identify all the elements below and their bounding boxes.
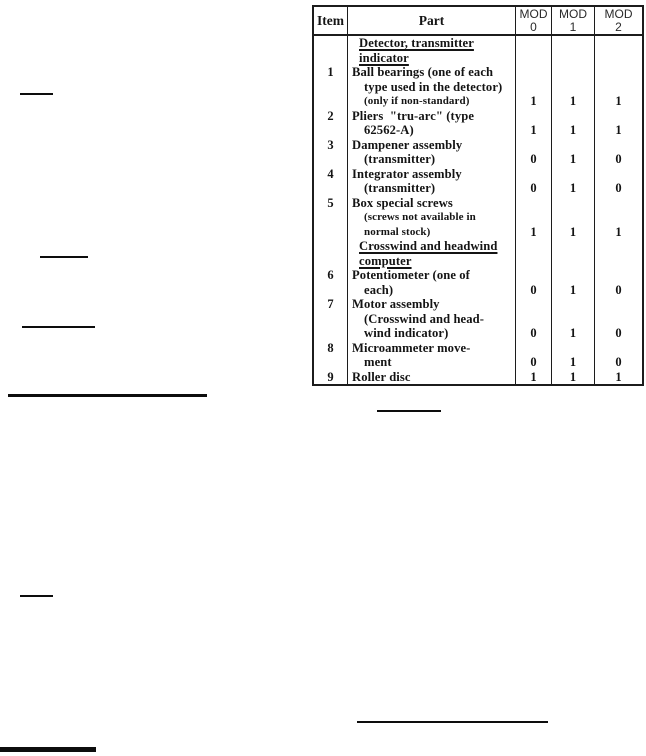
part-description-line: Integrator assembly: [352, 166, 462, 181]
horizontal-rule-mark: [22, 326, 95, 328]
mod0-quantity-cell: [516, 36, 552, 65]
part-description-line: (screws not available in: [364, 211, 476, 223]
column-header-mod1: [552, 7, 595, 34]
part-description-line: computer: [359, 253, 412, 268]
part-description-line: Ball bearings (one of each: [352, 65, 494, 79]
mod0-quantity-cell: [516, 370, 552, 385]
part-description-line: Motor assembly: [352, 297, 440, 311]
part-description-cell: [348, 370, 516, 385]
mod1-quantity-cell: [552, 370, 595, 385]
part-description-line: Box special screws: [352, 195, 453, 210]
item-number-cell: 7: [314, 297, 348, 341]
mod2-quantity-cell: [595, 138, 642, 167]
mod0-quantity-cell: [516, 109, 552, 138]
part-description-cell: [348, 268, 516, 297]
mod-quantity-value: 1: [615, 94, 622, 108]
mod1-label: MOD: [559, 6, 587, 21]
mod-quantity-value: 1: [569, 152, 577, 166]
part-description-line: Dampener assembly: [352, 137, 463, 152]
part-description-line: (transmitter): [364, 181, 436, 195]
mod-quantity-value: 0: [615, 181, 622, 195]
part-description-line: type used in the detector): [364, 79, 503, 94]
mod-quantity-value: 1: [569, 326, 577, 340]
mod-quantity-value: 0: [615, 326, 622, 340]
mod-quantity-value: 1: [530, 123, 537, 137]
part-description-line: (Crosswind and head-: [364, 311, 485, 326]
item-number-cell: 1: [314, 65, 348, 109]
mod2-quantity-cell: [595, 109, 642, 138]
table-row: [314, 268, 642, 297]
table-row: [314, 65, 642, 109]
part-description-cell: [348, 196, 516, 240]
mod-quantity-value: 0: [530, 152, 537, 166]
mod0-quantity-cell: [516, 196, 552, 240]
mod0-quantity-cell: [516, 167, 552, 196]
mod1-quantity-cell: [552, 65, 595, 109]
horizontal-rule-mark: [357, 721, 548, 723]
part-description-line: wind indicator): [364, 326, 449, 340]
mod0-quantity-cell: [516, 138, 552, 167]
item-number-cell: [314, 36, 348, 65]
part-description-line: Crosswind and headwind: [359, 239, 498, 253]
part-description-cell: [348, 65, 516, 109]
part-description-line: ment: [364, 355, 392, 369]
table-row: [314, 167, 642, 196]
mod-quantity-value: 0: [615, 282, 622, 297]
part-description-cell: [348, 36, 516, 65]
column-header-mod2: [595, 7, 642, 34]
mod-quantity-value: 1: [569, 282, 577, 297]
part-description-cell: [348, 239, 516, 268]
horizontal-rule-mark: [0, 747, 96, 752]
mod2-label: MOD: [604, 6, 633, 21]
mod1-quantity-cell: [552, 341, 595, 370]
mod1-quantity-cell: [552, 268, 595, 297]
mod2-quantity-cell: [595, 65, 642, 109]
part-description-line: normal stock): [364, 225, 431, 238]
item-number-cell: 3: [314, 138, 348, 167]
mod2-quantity-cell: [595, 196, 642, 240]
table-row: [314, 370, 642, 385]
part-description-line: (transmitter): [364, 152, 436, 166]
mod1-quantity-cell: [552, 297, 595, 341]
mod2-quantity-cell: [595, 167, 642, 196]
part-description-cell: [348, 138, 516, 167]
item-number-cell: 2: [314, 109, 348, 138]
table-body: [314, 36, 642, 384]
mod-quantity-value: 1: [615, 224, 622, 239]
mod1-quantity-cell: [552, 138, 595, 167]
mod-quantity-value: 1: [569, 181, 577, 195]
table-row: [314, 341, 642, 370]
column-header-item: Item: [314, 7, 348, 34]
mod-quantity-value: 0: [530, 282, 537, 297]
column-header-mod0: [516, 7, 552, 34]
mod-quantity-value: 0: [530, 326, 537, 340]
mod2-quantity-cell: [595, 36, 642, 65]
part-description-line: each): [364, 282, 394, 297]
part-description-line: Potentiometer (one of: [352, 268, 470, 282]
mod-quantity-value: 0: [615, 152, 622, 166]
mod0-label: MOD: [519, 6, 548, 21]
horizontal-rule-mark: [8, 394, 207, 397]
mod1-quantity-cell: [552, 196, 595, 240]
mod2-number: 2: [615, 19, 622, 34]
mod1-quantity-cell: [552, 239, 595, 268]
mod-quantity-value: 1: [615, 123, 622, 137]
item-number-cell: 4: [314, 167, 348, 196]
table-row: [314, 297, 642, 341]
mod-quantity-value: 0: [530, 355, 537, 369]
table-row: [314, 36, 642, 65]
item-number-cell: [314, 239, 348, 268]
mod-quantity-value: 1: [569, 369, 577, 384]
mod1-number: 1: [569, 19, 577, 34]
item-number-cell: 9: [314, 370, 348, 385]
mod1-quantity-cell: [552, 36, 595, 65]
part-description-cell: [348, 167, 516, 196]
part-description-line: (only if non-standard): [364, 95, 470, 107]
table-row: [314, 196, 642, 240]
part-description-line: Microammeter move-: [352, 340, 471, 355]
part-description-line: Detector, transmitter: [359, 36, 474, 50]
horizontal-rule-mark: [20, 595, 53, 597]
mod0-quantity-cell: [516, 268, 552, 297]
horizontal-rule-mark: [40, 256, 88, 258]
table-row: [314, 109, 642, 138]
mod0-quantity-cell: [516, 65, 552, 109]
item-number-cell: 8: [314, 341, 348, 370]
mod-quantity-value: 0: [530, 181, 537, 195]
horizontal-rule-mark: [377, 410, 441, 412]
part-description-cell: [348, 297, 516, 341]
mod2-quantity-cell: [595, 341, 642, 370]
mod0-number: 0: [530, 19, 537, 34]
mod1-quantity-cell: [552, 167, 595, 196]
part-description-line: Pliers "tru-arc" (type: [352, 108, 475, 123]
mod2-quantity-cell: [595, 239, 642, 268]
mod2-quantity-cell: [595, 370, 642, 385]
mod1-quantity-cell: [552, 109, 595, 138]
table-row: [314, 239, 642, 268]
item-number-cell: 6: [314, 268, 348, 297]
mod-quantity-value: 0: [615, 355, 622, 369]
mod0-quantity-cell: [516, 297, 552, 341]
mod-quantity-value: 1: [530, 369, 537, 384]
mod-quantity-value: 1: [569, 224, 577, 239]
mod-quantity-value: 1: [530, 224, 537, 239]
mod0-quantity-cell: [516, 341, 552, 370]
part-description-line: indicator: [359, 50, 409, 65]
table-header-row: [314, 7, 642, 36]
item-number-cell: 5: [314, 196, 348, 240]
part-description-line: 62562-A): [364, 123, 414, 137]
mod0-quantity-cell: [516, 239, 552, 268]
mod-quantity-value: 1: [569, 123, 577, 137]
part-description-cell: [348, 341, 516, 370]
column-header-part: Part: [348, 7, 516, 34]
part-description-line: Roller disc: [352, 369, 411, 384]
mod-quantity-value: 1: [615, 369, 622, 384]
part-description-cell: [348, 109, 516, 138]
mod-quantity-value: 1: [530, 94, 537, 108]
mod2-quantity-cell: [595, 268, 642, 297]
mod2-quantity-cell: [595, 297, 642, 341]
mod-quantity-value: 1: [569, 94, 577, 108]
parts-table: [312, 5, 644, 386]
horizontal-rule-mark: [20, 93, 53, 95]
table-row: [314, 138, 642, 167]
mod-quantity-value: 1: [569, 355, 577, 369]
